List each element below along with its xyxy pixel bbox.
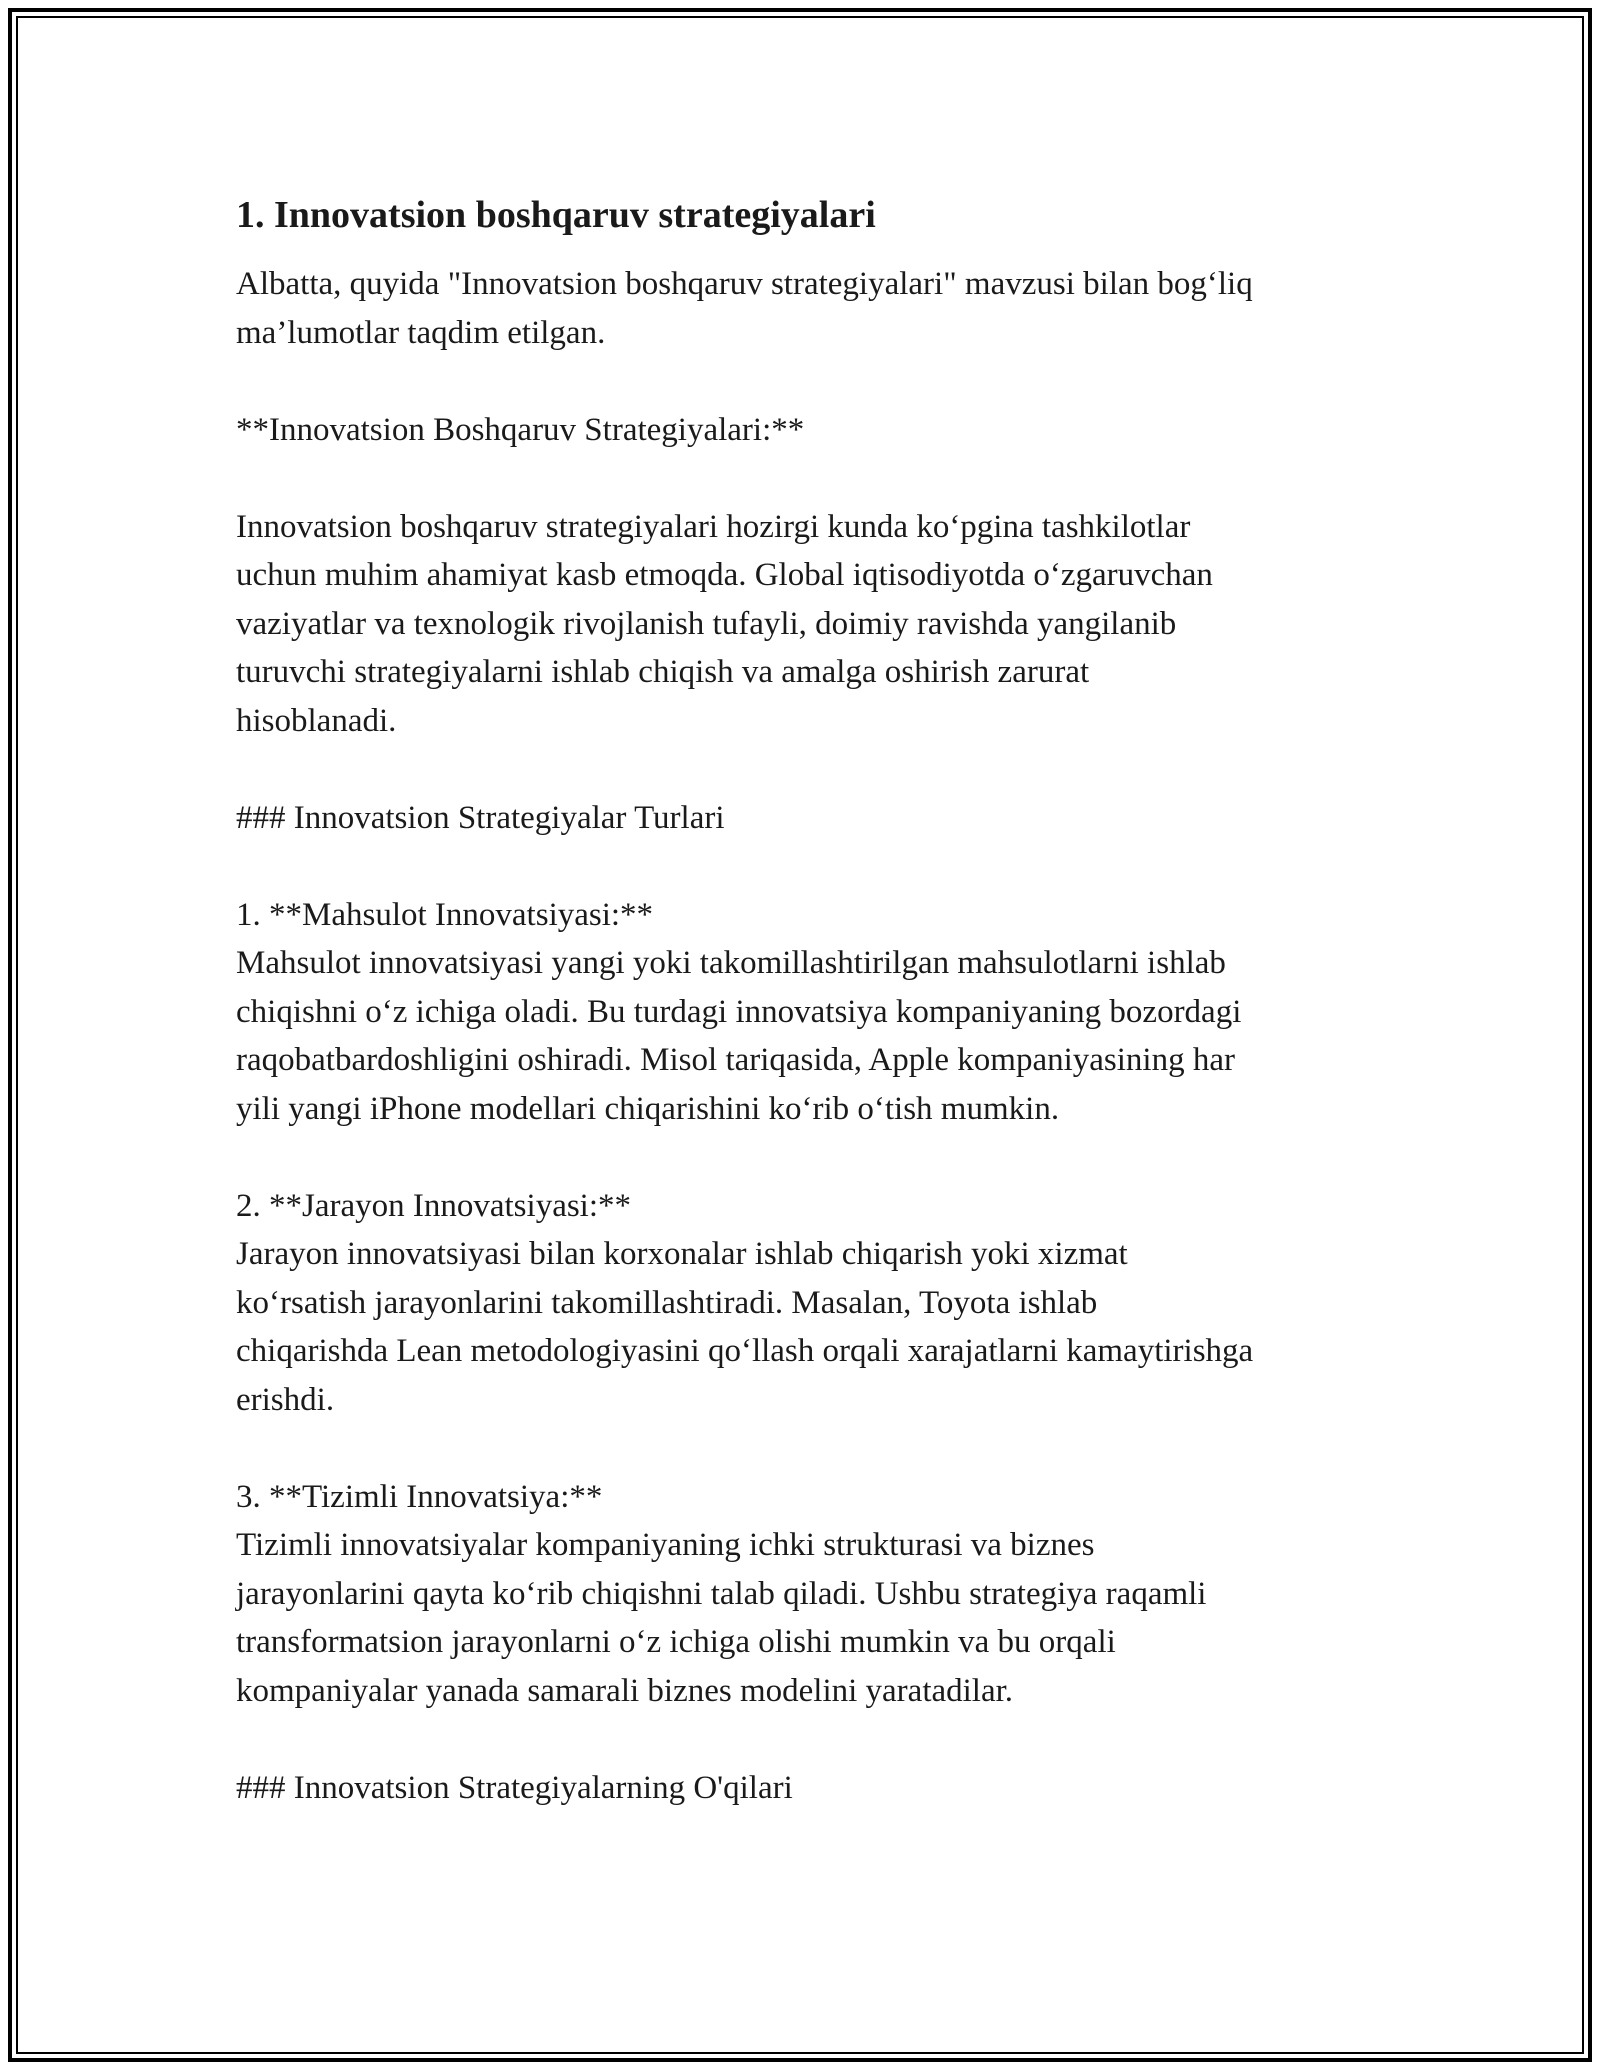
spacer [236, 745, 1376, 794]
spacer [236, 1715, 1376, 1764]
list-item [236, 1182, 1376, 1425]
bold-title-line: **Innovatsion Boshqaruv Strategiyalari:** [236, 411, 805, 448]
list-item-title: 1. **Mahsulot Innovatsiyasi:** [236, 896, 654, 933]
document-heading: 1. Innovatsion boshqaruv strategiyalari [236, 194, 876, 236]
spacer [236, 357, 1376, 406]
list-item [236, 1473, 1376, 1716]
list-item-title: 2. **Jarayon Innovatsiyasi:** [236, 1187, 632, 1224]
spacer [236, 1133, 1376, 1182]
intro-paragraph: Albatta, quyida "Innovatsion boshqaruv strategiyalari" mavzusi bilan bog‘liq ma’lumotlar taqdim etilgan. [236, 266, 1253, 351]
list-item-title: 3. **Tizimli Innovatsiya:** [236, 1478, 603, 1515]
spacer [236, 1424, 1376, 1473]
section-heading-types: ### Innovatsion Strategiyalar Turlari [236, 799, 725, 836]
section-heading-advantages: ### Innovatsion Strategiyalarning O'qilari [236, 1769, 793, 1806]
spacer [236, 842, 1376, 891]
list-item [236, 891, 1376, 1134]
list-item-text: Jarayon innovatsiyasi bilan korxonalar ishlab chiqarish yoki xizmat ko‘rsatish jarayonlarini takomillashtiradi. Masalan, Toyota ishlab chiqarishda Lean metodologiyasini qo‘llash orqali xarajatlarni kamaytirishga erishdi. [236, 1236, 1254, 1418]
list-item-text: Mahsulot innovatsiyasi yangi yoki takomillashtirilgan mahsulotlarni ishlab chiqishni o‘z ichiga oladi. Bu turdagi innovatsiya kompaniyaning bozordagi raqobatbardoshligini oshiradi. Misol tariqasida, Apple kompaniyasining har yili yangi iPhone modellari chiqarishini ko‘rib o‘tish mumkin. [236, 945, 1242, 1127]
document-body [236, 186, 1376, 1812]
spacer [236, 454, 1376, 503]
overview-paragraph: Innovatsion boshqaruv strategiyalari hozirgi kunda ko‘pgina tashkilotlar uchun muhim ahamiyat kasb etmoqda. Global iqtisodiyotda o‘zgaruvchan vaziyatlar va texnologik rivojlanish tufayli, doimiy ravishda yangilanib turuvchi strategiyalarni ishlab chiqish va amalga oshirish zarurat hisoblanadi. [236, 508, 1213, 739]
spacer [236, 244, 1376, 260]
list-item-text: Tizimli innovatsiyalar kompaniyaning ichki strukturasi va biznes jarayonlarini qayta ko‘rib chiqishni talab qiladi. Ushbu strategiya raqamli transformatsion jarayonlarni o‘z ichiga olishi mumkin va bu orqali kompaniyalar yanada samarali biznes modelini yaratadilar. [236, 1527, 1207, 1709]
